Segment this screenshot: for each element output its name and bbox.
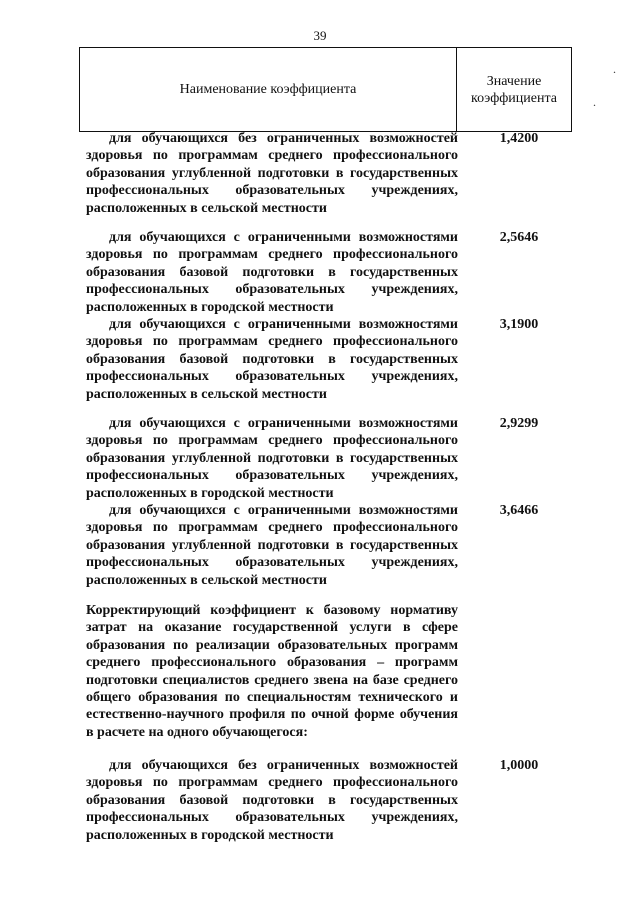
table-row-value: 1,0000	[499, 758, 539, 773]
table-row-value: 1,4200	[499, 131, 539, 146]
header-value-line1: Значение	[486, 73, 542, 89]
table-header	[79, 47, 572, 132]
section-heading-text: Корректирующий коэффициент к базовому нормативу затрат на оказание государственной услуги в сфере образования по реализации образовательных программ среднего профессионального образования – программ подготовки специалистов среднего звена на базе среднего общего образования по специальностям технического и естественно-научного профиля по очной форме обучения в расчете на одного обучающегося:	[86, 603, 458, 740]
header-value-column	[457, 48, 571, 131]
table-row-text: для обучающихся с ограниченными возможностями здоровья по программам среднего профессионального образования углубленной подготовки в государственных профессиональных образовательных учреждениях, расположенных в сельской местности	[86, 503, 458, 588]
table-row-value: 3,1900	[499, 317, 539, 332]
table-row-text: для обучающихся без ограниченных возможностей здоровья по программам среднего профессионального образования углубленной подготовки в государственных профессиональных образовательных учреждениях, расположенных в сельской местности	[86, 131, 458, 216]
table-row-text: для обучающихся с ограниченными возможностями здоровья по программам среднего профессионального образования углубленной подготовки в государственных профессиональных образовательных учреждениях, расположенных в городской местности	[86, 416, 458, 501]
table-row-value: 3,6466	[499, 503, 539, 518]
header-value-line2: коэффициента	[471, 90, 557, 106]
table-row-text: для обучающихся без ограниченных возможностей здоровья по программам среднего профессионального образования базовой подготовки в государственных профессиональных образовательных учреждениях, расположенных в городской местности	[86, 758, 458, 843]
table-row-text: для обучающихся с ограниченными возможностями здоровья по программам среднего профессионального образования базовой подготовки в государственных профессиональных образовательных учреждениях, расположенных в городской местности	[86, 230, 458, 315]
margin-mark: .	[613, 62, 616, 76]
page-number: 39	[313, 28, 327, 43]
margin-mark: .	[593, 95, 596, 109]
header-name-column: Наименование коэффициента	[179, 81, 357, 97]
table-row-text: для обучающихся с ограниченными возможностями здоровья по программам среднего профессионального образования базовой подготовки в государственных профессиональных образовательных учреждениях, расположенных в сельской местности	[86, 317, 458, 402]
table-row-value: 2,5646	[499, 230, 539, 245]
table-row-value: 2,9299	[499, 416, 539, 431]
